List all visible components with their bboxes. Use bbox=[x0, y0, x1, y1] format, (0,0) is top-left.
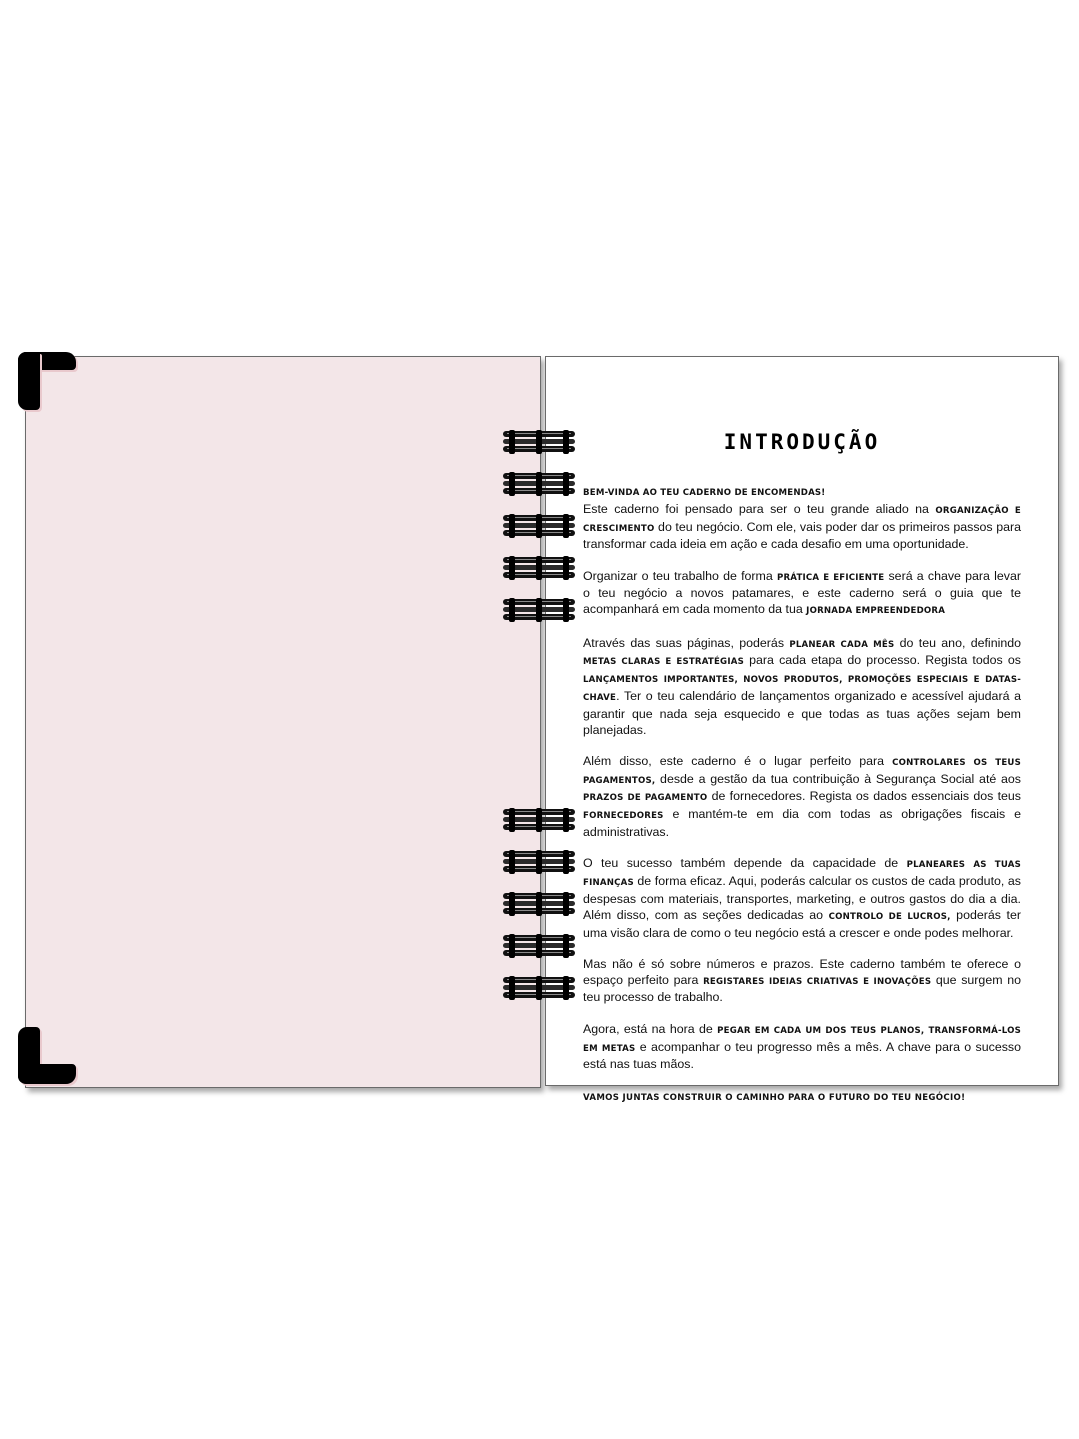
page-title: INTRODUÇÃO bbox=[723, 430, 881, 454]
corner-protector-top-left-vertical bbox=[18, 352, 40, 410]
paragraph-2 bbox=[583, 569, 1021, 620]
paragraph-6 bbox=[583, 957, 1021, 1006]
spiral-ring bbox=[503, 515, 575, 537]
keyword: CONTROLARES OS TEUS PAGAMENTOS, bbox=[583, 757, 1021, 786]
keyword: METAS CLARAS E ESTRATÉGIAS bbox=[583, 657, 744, 668]
text-run: . Ter o teu calendário de lançamentos organizado e acessível ajudará a garantir que nada seja esquecido e que todas as tuas ações sejam bem planejadas. bbox=[583, 688, 1021, 737]
paragraph-closing bbox=[583, 1089, 1021, 1107]
spiral-ring bbox=[503, 473, 575, 495]
text-run: Mas não é só sobre números e prazos. Este caderno também te oferece o espaço perfeito para bbox=[583, 956, 1021, 987]
text-run: e mantém-te em dia com todas as obrigações fiscais e administrativas. bbox=[583, 807, 1021, 840]
spiral-ring bbox=[503, 935, 575, 957]
keyword: ORGANIZAÇÃO E CRESCIMENTO bbox=[583, 505, 1021, 534]
keyword: FORNECEDORES bbox=[583, 811, 664, 822]
keyword: REGISTARES IDEIAS CRIATIVAS E INOVAÇÕES bbox=[703, 976, 932, 987]
text-run: de fornecedores. Regista os dados essenciais dos teus bbox=[707, 789, 1021, 804]
text-run: e acompanhar o teu progresso mês a mês. A chave para o sucesso está nas tuas mãos. bbox=[583, 1039, 1021, 1072]
text-run: Agora, está na hora de bbox=[583, 1021, 718, 1036]
closing-line: VAMOS JUNTAS CONSTRUIR O CAMINHO PARA O FUTURO DO TEU NEGÓCIO! bbox=[583, 1092, 966, 1103]
keyword: JORNADA EMPREENDEDORA bbox=[806, 606, 946, 617]
paragraph-7 bbox=[583, 1022, 1021, 1073]
notebook-cover-page bbox=[25, 356, 541, 1088]
paragraph-5 bbox=[583, 856, 1021, 941]
text-run: do teu ano, definindo bbox=[894, 635, 1022, 650]
paragraph-4 bbox=[583, 754, 1021, 841]
paragraph-1 bbox=[583, 484, 1021, 553]
keyword: LANÇAMENTOS IMPORTANTES, NOVOS PRODUTOS, PROMOÇÕES ESPECIAIS E DATAS-CHAVE bbox=[583, 675, 1021, 703]
introduction-text bbox=[583, 484, 1021, 1122]
text-run: do teu negócio. Com ele, vais poder dar os primeiros passos para transformar cada ideia em ação e cada desafio em uma oportunidade. bbox=[583, 519, 1021, 552]
spiral-ring bbox=[503, 809, 575, 831]
text-run: poderás ter uma visão clara de como o teu negócio está a crescer e onde podes melhorar. bbox=[583, 907, 1021, 940]
text-run: Este caderno foi pensado para ser o teu grande aliado na bbox=[583, 501, 936, 516]
text-run: O teu sucesso também depende da capacidade de bbox=[583, 856, 907, 871]
text-run: desde a gestão da tua contribuição à Segurança Social até aos bbox=[655, 771, 1021, 786]
spiral-ring bbox=[503, 557, 575, 579]
text-run: será a chave para levar o teu negócio a novos patamares, e este caderno será o guia que te acompanhará em cada momento da tua bbox=[583, 568, 1021, 617]
keyword: PRÁTICA E EFICIENTE bbox=[776, 572, 885, 583]
text-run: para cada etapa do processo. Regista todos os bbox=[743, 653, 1021, 668]
text-run: Através das suas páginas, poderás bbox=[583, 635, 790, 650]
greeting: BEM-VINDA AO TEU CADERNO DE ENCOMENDAS! bbox=[583, 488, 826, 498]
keyword: PLANEARES AS TUAS FINANÇAS bbox=[583, 860, 1021, 889]
spiral-ring bbox=[503, 893, 575, 915]
keyword: PEGAR EM CADA UM DOS TEUS PLANOS, TRANSFORMÁ-LOS EM METAS bbox=[583, 1025, 1021, 1054]
text-run: que surgem no teu processo de trabalho. bbox=[583, 972, 1021, 1005]
spiral-ring bbox=[503, 851, 575, 873]
text-run: Organizar o teu trabalho de forma bbox=[583, 568, 777, 583]
spiral-ring bbox=[503, 599, 575, 621]
keyword: PRAZOS DE PAGAMENTO bbox=[583, 793, 708, 804]
spiral-ring bbox=[503, 977, 575, 999]
text-run: de forma eficaz. Aqui, poderás calcular os custos de cada produto, as despesas com materiais, transportes, marketing, e outros gastos do dia a dia. Além disso, com as seções dedicadas ao bbox=[583, 874, 1021, 922]
keyword: PLANEAR CADA MÊS bbox=[789, 639, 895, 650]
paragraph-3 bbox=[583, 636, 1021, 739]
text-run: Além disso, este caderno é o lugar perfeito para bbox=[583, 753, 893, 768]
corner-protector-bottom-left bbox=[18, 1064, 76, 1084]
keyword: CONTROLO DE LUCROS, bbox=[828, 911, 951, 922]
